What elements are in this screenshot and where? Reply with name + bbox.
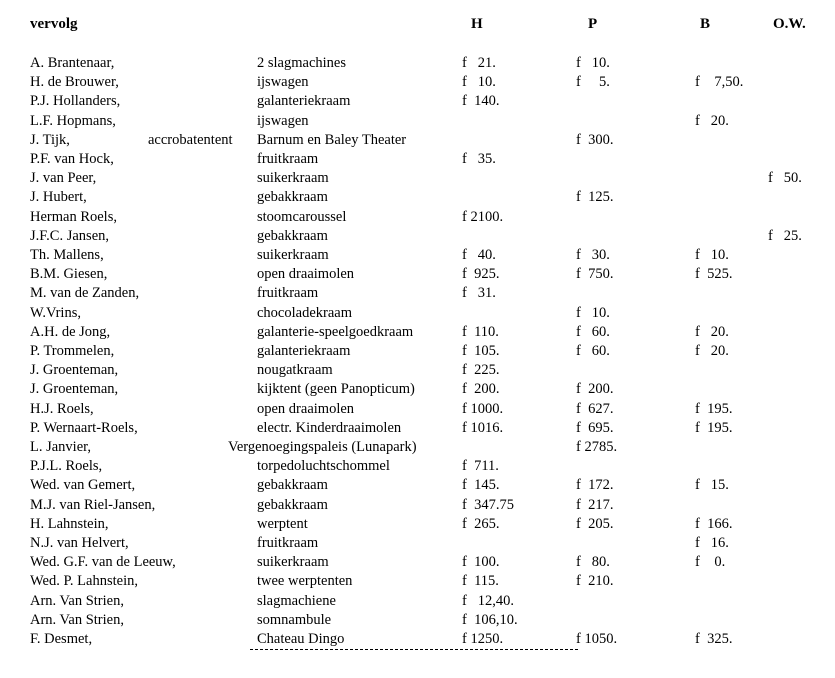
amount-b: f 20. bbox=[695, 112, 729, 129]
exhibitor-name: H. de Brouwer, bbox=[30, 74, 119, 91]
amount-h: f 21. bbox=[462, 55, 496, 71]
exhibitor-name: B.M. Giesen, bbox=[30, 266, 108, 283]
dashed-divider bbox=[250, 649, 578, 650]
exhibitor-name: N.J. van Helvert, bbox=[30, 535, 129, 551]
amount-h: f 12,40. bbox=[462, 592, 514, 609]
attraction-description: fruitkraam bbox=[257, 151, 319, 167]
amount-p: f 627. bbox=[576, 400, 614, 417]
exhibitor-name: J. Groenteman, bbox=[30, 381, 119, 398]
attraction-prefix: accrobatentent bbox=[148, 131, 233, 148]
exhibitor-name: F. Desmet, bbox=[30, 631, 93, 647]
attraction-description: ijswagen bbox=[257, 74, 309, 91]
table-row bbox=[0, 380, 835, 399]
amount-h: f 225. bbox=[462, 362, 500, 379]
attraction-description: fruitkraam bbox=[257, 285, 319, 302]
amount-p: f 217. bbox=[576, 496, 614, 513]
amount-b: f 10. bbox=[695, 247, 729, 263]
table-row bbox=[0, 92, 835, 111]
amount-p: f 205. bbox=[576, 515, 614, 532]
table-row bbox=[0, 284, 835, 303]
amount-b: f 525. bbox=[695, 266, 733, 283]
exhibitor-name: M.J. van Riel-Jansen, bbox=[30, 496, 156, 513]
attraction-description: suikerkraam bbox=[257, 247, 329, 263]
attraction-description: Barnum en Baley Theater bbox=[257, 131, 407, 148]
amount-b: f 325. bbox=[695, 631, 733, 647]
exhibitor-name: P.J. Hollanders, bbox=[30, 93, 121, 110]
amount-p: f 30. bbox=[576, 247, 610, 263]
exhibitor-name: Th. Mallens, bbox=[30, 247, 104, 263]
table-row bbox=[0, 304, 835, 323]
table-row bbox=[0, 150, 835, 169]
amount-b: f 0. bbox=[695, 554, 726, 571]
exhibitor-name: W.Vrins, bbox=[30, 304, 81, 321]
amount-b: f 195. bbox=[695, 400, 733, 417]
table-row bbox=[0, 553, 835, 572]
amount-p: f 2785. bbox=[576, 439, 618, 455]
amount-h: f 140. bbox=[462, 93, 500, 110]
amount-b: f 195. bbox=[695, 419, 733, 436]
attraction-description: kijktent (geen Panopticum) bbox=[257, 381, 415, 398]
table-row bbox=[0, 342, 835, 361]
amount-h: f 1250. bbox=[462, 631, 504, 647]
amount-h: f 115. bbox=[462, 573, 499, 590]
table-row bbox=[0, 438, 835, 457]
table-row bbox=[0, 419, 835, 438]
attraction-description: suikerkraam bbox=[257, 170, 329, 187]
column-header-h: H bbox=[471, 16, 483, 32]
exhibitor-name: A. Brantenaar, bbox=[30, 55, 115, 71]
attraction-description: 2 slagmachines bbox=[257, 55, 346, 71]
exhibitor-name: H.J. Roels, bbox=[30, 400, 94, 417]
table-row bbox=[0, 265, 835, 284]
attraction-description: open draaimolen bbox=[257, 266, 355, 283]
amount-h: f 925. bbox=[462, 266, 500, 283]
exhibitor-name: M. van de Zanden, bbox=[30, 285, 140, 302]
amount-h: f 145. bbox=[462, 477, 500, 494]
column-header-p: P bbox=[588, 16, 598, 32]
table-row bbox=[0, 169, 835, 188]
table-row bbox=[0, 630, 835, 649]
amount-h: f 40. bbox=[462, 247, 496, 263]
exhibitor-name: Wed. P. Lahnstein, bbox=[30, 573, 138, 590]
amount-h: f 106,10. bbox=[462, 611, 518, 628]
attraction-description: nougatkraam bbox=[257, 362, 333, 379]
amount-h: f 1016. bbox=[462, 419, 504, 436]
table-row bbox=[0, 534, 835, 553]
table-row bbox=[0, 496, 835, 515]
attraction-description: gebakkraam bbox=[257, 227, 328, 244]
attraction-description: suikerkraam bbox=[257, 554, 329, 571]
table-row bbox=[0, 476, 835, 495]
amount-p: f 1050. bbox=[576, 631, 618, 647]
exhibitor-name: Wed. van Gemert, bbox=[30, 477, 136, 494]
amount-b: f 16. bbox=[695, 535, 729, 551]
column-header-b: B bbox=[700, 16, 711, 32]
attraction-description: galanteriekraam bbox=[257, 93, 351, 110]
amount-b: f 7,50. bbox=[695, 74, 744, 91]
attraction-description: somnambule bbox=[257, 611, 332, 628]
table-row bbox=[0, 572, 835, 591]
exhibitor-name: J. Tijk, bbox=[30, 131, 70, 148]
attraction-description: Chateau Dingo bbox=[257, 631, 345, 647]
exhibitor-name: Herman Roels, bbox=[30, 208, 117, 225]
attraction-description: ijswagen bbox=[257, 112, 309, 129]
exhibitor-name: J. van Peer, bbox=[30, 170, 97, 187]
attraction-description: fruitkraam bbox=[257, 535, 319, 551]
amount-h: f 1000. bbox=[462, 400, 504, 417]
exhibitor-name: A.H. de Jong, bbox=[30, 323, 111, 340]
column-header-ow: O.W. bbox=[773, 16, 806, 32]
amount-p: f 210. bbox=[576, 573, 614, 590]
attraction-description: gebakkraam bbox=[257, 496, 328, 513]
amount-p: f 60. bbox=[576, 343, 610, 359]
amount-b: f 20. bbox=[695, 343, 729, 359]
table-row bbox=[0, 361, 835, 380]
attraction-description: galanterie-speelgoedkraam bbox=[257, 323, 414, 340]
amount-p: f 10. bbox=[576, 304, 610, 321]
amount-h: f 31. bbox=[462, 285, 496, 302]
table-row bbox=[0, 246, 835, 265]
exhibitor-name: Wed. G.F. van de Leeuw, bbox=[30, 554, 176, 571]
amount-h: f 10. bbox=[462, 74, 496, 91]
amount-p: f 10. bbox=[576, 55, 610, 71]
amount-p: f 750. bbox=[576, 266, 614, 283]
amount-ow: f 50. bbox=[768, 170, 802, 187]
table-row bbox=[0, 54, 835, 73]
attraction-description: slagmachiene bbox=[257, 592, 336, 609]
amount-p: f 172. bbox=[576, 477, 614, 494]
attraction-description: Vergenoegingspaleis (Lunapark) bbox=[228, 439, 417, 455]
table-row bbox=[0, 400, 835, 419]
exhibitor-name: J. Groenteman, bbox=[30, 362, 119, 379]
exhibitor-name: J. Hubert, bbox=[30, 189, 87, 206]
table-row bbox=[0, 188, 835, 207]
table-row bbox=[0, 515, 835, 534]
table-row bbox=[0, 73, 835, 92]
attraction-description: gebakkraam bbox=[257, 189, 328, 206]
amount-b: f 20. bbox=[695, 323, 729, 340]
attraction-description: chocoladekraam bbox=[257, 304, 353, 321]
title-vervolg: vervolg bbox=[30, 16, 78, 32]
amount-b: f 15. bbox=[695, 477, 729, 494]
amount-p: f 695. bbox=[576, 419, 614, 436]
amount-p: f 300. bbox=[576, 131, 614, 148]
exhibitor-name: J.F.C. Jansen, bbox=[30, 227, 109, 244]
amount-h: f 100. bbox=[462, 554, 500, 571]
exhibitor-name: P.F. van Hock, bbox=[30, 151, 114, 167]
amount-b: f 166. bbox=[695, 515, 733, 532]
amount-p: f 125. bbox=[576, 189, 614, 206]
amount-h: f 35. bbox=[462, 151, 496, 167]
amount-h: f 105. bbox=[462, 343, 500, 359]
attraction-description: galanteriekraam bbox=[257, 343, 351, 359]
table-row bbox=[0, 131, 835, 150]
attraction-description: twee werptenten bbox=[257, 573, 353, 590]
table-row bbox=[0, 227, 835, 246]
table-row bbox=[0, 323, 835, 342]
amount-h: f 200. bbox=[462, 381, 500, 398]
attraction-description: gebakkraam bbox=[257, 477, 328, 494]
attraction-description: torpedoluchtschommel bbox=[257, 458, 390, 475]
exhibitor-name: Arn. Van Strien, bbox=[30, 611, 124, 628]
attraction-description: electr. Kinderdraaimolen bbox=[257, 419, 402, 436]
amount-p: f 200. bbox=[576, 381, 614, 398]
table-row bbox=[0, 611, 835, 630]
attraction-description: werptent bbox=[257, 515, 308, 532]
amount-h: f 110. bbox=[462, 323, 499, 340]
amount-h: f 711. bbox=[462, 458, 499, 475]
attraction-description: stoomcaroussel bbox=[257, 208, 347, 225]
exhibitor-name: Arn. Van Strien, bbox=[30, 592, 124, 609]
table-row bbox=[0, 457, 835, 476]
amount-h: f 2100. bbox=[462, 208, 504, 225]
amount-ow: f 25. bbox=[768, 227, 802, 244]
table-row bbox=[0, 112, 835, 131]
amount-p: f 5. bbox=[576, 74, 610, 91]
amount-p: f 60. bbox=[576, 323, 610, 340]
amount-p: f 80. bbox=[576, 554, 610, 571]
exhibitor-name: P. Trommelen, bbox=[30, 343, 115, 359]
exhibitor-name: L. Janvier, bbox=[30, 439, 92, 455]
exhibitor-name: P.J.L. Roels, bbox=[30, 458, 103, 475]
table-row bbox=[0, 592, 835, 611]
amount-h: f 265. bbox=[462, 515, 500, 532]
exhibitor-name: P. Wernaart-Roels, bbox=[30, 419, 138, 436]
amount-h: f 347.75 bbox=[462, 496, 514, 513]
exhibitor-name: L.F. Hopmans, bbox=[30, 112, 116, 129]
table-row bbox=[0, 208, 835, 227]
exhibitor-name: H. Lahnstein, bbox=[30, 515, 109, 532]
attraction-description: open draaimolen bbox=[257, 400, 355, 417]
